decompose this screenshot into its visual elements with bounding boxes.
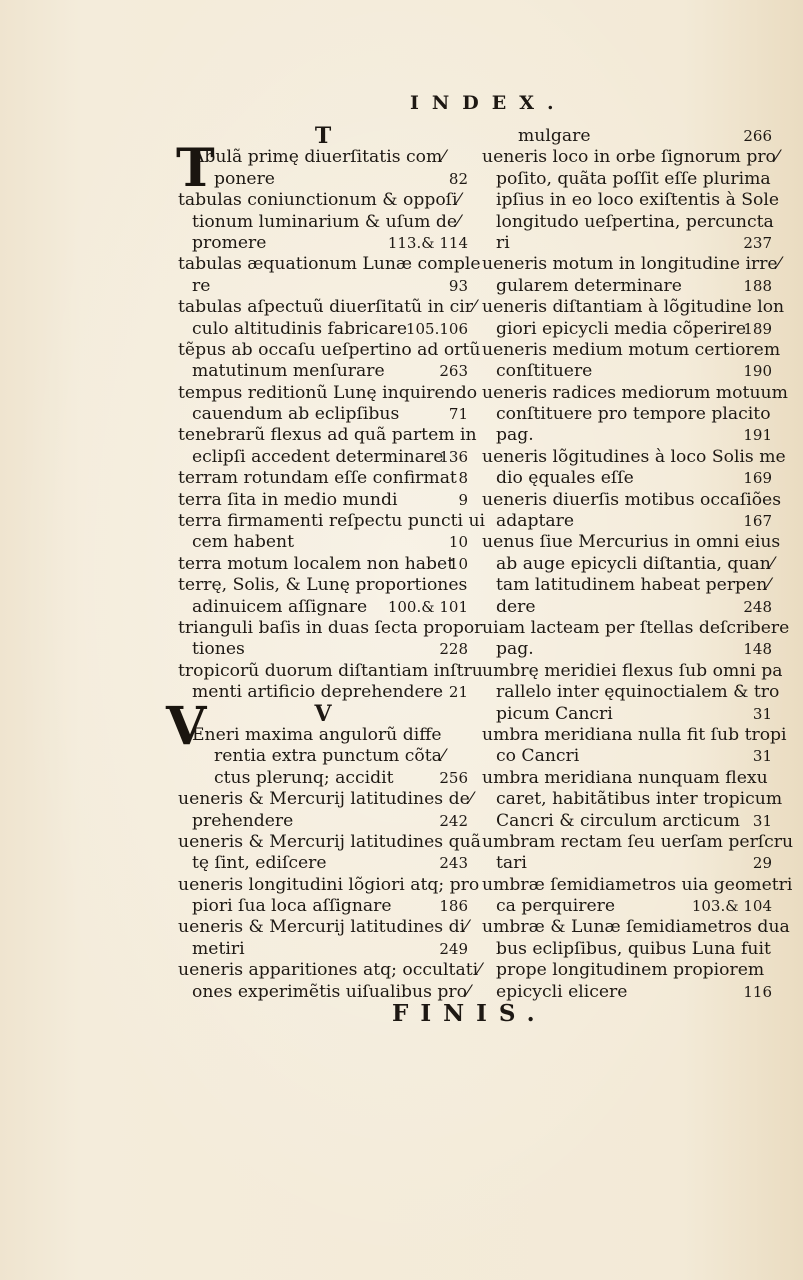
page-number: 148 <box>743 640 772 659</box>
entry-text: terrę, Solis, & Lunę proportiones <box>178 575 468 596</box>
entry-text: umbrę meridiei flexus ſub omni pa <box>482 660 783 681</box>
index-entry-line <box>482 147 779 168</box>
page-number: 266 <box>743 127 772 145</box>
page-number: 169 <box>743 469 772 488</box>
entry-text: picum Cancri <box>496 703 613 724</box>
page-number: 105.106 <box>405 319 468 338</box>
entry-text: metiri <box>192 938 245 959</box>
entry-text: giori epicycli media cõperire <box>496 318 747 339</box>
index-entry-line <box>482 554 772 575</box>
page-number: 31 <box>752 704 772 723</box>
entry-text: ponere <box>214 168 275 189</box>
index-entry-line <box>178 468 468 489</box>
index-entry-line <box>178 382 478 404</box>
page-number: 93 <box>448 276 468 295</box>
page-number: 8 <box>458 469 468 488</box>
drop-cap-V: V <box>166 696 207 757</box>
index-entry-line <box>178 746 468 767</box>
page-number: 9 <box>458 490 468 509</box>
entry-text: terra motum localem non habet <box>178 553 455 574</box>
index-entry-line <box>178 276 468 297</box>
entry-text: ones experimẽtis uiſualibus pro⁄ <box>192 981 470 1002</box>
entry-text: ueneris & Mercurij latitudines di⁄ <box>178 917 468 938</box>
page-number: 243 <box>439 854 468 873</box>
index-entry-line <box>482 639 772 660</box>
entry-text: tabulas coniunctionum & oppoſi⁄ <box>178 190 461 211</box>
index-entry-line <box>482 276 772 297</box>
entry-text: umbra meridiana nunquam flexu <box>482 767 768 788</box>
index-entry-line <box>482 746 772 767</box>
entry-text: ueneris motum in longitudine irre⁄ <box>482 254 781 275</box>
index-entry-line <box>178 490 468 511</box>
page-number: 190 <box>743 362 772 381</box>
entry-text: eclipſi accedent determinare <box>192 446 444 467</box>
index-entry-line <box>178 575 468 596</box>
entry-text: co Cancri <box>496 746 580 767</box>
entry-text: cauendum ab eclipſibus <box>192 404 400 425</box>
page-number: 186 <box>439 897 468 916</box>
entry-text: adaptare <box>496 511 575 532</box>
entry-text: promere <box>192 232 267 253</box>
index-entry-line <box>482 704 772 725</box>
index-entry-line <box>482 724 787 746</box>
entry-text: terram rotundam eſſe confirmat <box>178 468 457 489</box>
index-entry-initial <box>178 725 468 746</box>
index-entry-line <box>178 361 468 382</box>
page-number: 29 <box>752 854 772 873</box>
entry-text: ueneris lõgitudines à loco Solis me <box>482 446 786 467</box>
entry-text: umbræ ſemidiametros uia geometri <box>482 874 793 895</box>
index-entry-line <box>178 896 468 917</box>
index-entry-line <box>482 361 772 382</box>
page-number: 21 <box>448 683 468 702</box>
section-letter: V <box>314 700 332 727</box>
index-entry-line <box>178 297 476 318</box>
entry-text: Eneri maxima angulorũ diffe <box>192 724 442 745</box>
entry-text: longitudo ueſpertina, percuncta <box>496 211 774 232</box>
index-entry-line <box>482 789 783 810</box>
page-number: 228 <box>439 640 468 659</box>
index-entry-line <box>178 960 481 981</box>
page-number: 100.& 101 <box>387 597 468 616</box>
entry-text: cem habent <box>192 532 295 553</box>
drop-cap-T: T <box>176 138 215 199</box>
index-entry-line <box>482 212 772 233</box>
entry-text: dere <box>496 596 536 617</box>
index-entry-line <box>482 404 772 425</box>
page-number: 10 <box>448 533 468 552</box>
entry-text: rallelo inter ęquinoctialem & tro <box>496 682 780 703</box>
index-entry-line <box>178 874 480 896</box>
index-entry-line <box>178 831 481 853</box>
page-number: 167 <box>743 512 772 531</box>
index-entry-line <box>178 425 477 446</box>
entry-text: prehendere <box>192 810 294 831</box>
index-entry-line <box>482 597 772 618</box>
index-entry-line <box>482 831 794 853</box>
index-entry-line <box>482 489 782 511</box>
entry-text: pag. <box>496 639 534 660</box>
index-entry-line <box>482 853 772 874</box>
index-entry-line <box>482 382 788 404</box>
index-entry-line <box>482 917 790 938</box>
entry-text: ueneris apparitiones atq; occultati⁄ <box>178 960 481 981</box>
entry-text: ueneris radices mediorum motuum <box>482 382 788 403</box>
entry-text: dio ęquales eſſe <box>496 468 634 489</box>
page-number: 191 <box>743 426 772 445</box>
index-entry-line <box>178 554 468 575</box>
index-entry-line <box>482 768 772 789</box>
index-entry-line <box>482 811 772 832</box>
entry-text: uiam lacteam per ſtellas deſcribere <box>482 617 790 638</box>
entry-text: ueneris diuerſis motibus occaſiões <box>482 489 782 510</box>
index-entry-line <box>482 960 772 981</box>
index-entry-line <box>178 169 468 190</box>
index-column-right <box>482 126 794 1003</box>
index-entry-line <box>178 319 468 340</box>
entry-text: piori ſua loca aſſignare <box>192 896 392 917</box>
index-entry-line <box>482 190 780 211</box>
entry-text: ab auge epicycli diſtantia, quan⁄ <box>496 553 774 574</box>
entry-text: ri <box>496 232 510 253</box>
index-entry-initial <box>178 147 468 168</box>
entry-text: tempus reditionũ Lunę inquirendo <box>178 382 478 403</box>
index-entry-line <box>178 339 481 361</box>
index-entry-line <box>482 319 772 340</box>
page-number: 31 <box>752 811 772 830</box>
index-entry-line <box>482 660 783 682</box>
index-entry-line <box>178 917 468 938</box>
index-entry-line <box>178 853 468 874</box>
index-entry-line <box>482 468 772 489</box>
page-number: 103.& 104 <box>691 897 772 916</box>
page-number: 10 <box>448 554 468 573</box>
entry-text: tabulas aſpectuũ diuerſitatũ in cir⁄ <box>178 297 476 318</box>
page-number: 248 <box>743 597 772 616</box>
entry-text: trianguli baſis in duas ſecta propor <box>178 617 483 638</box>
index-entry-line <box>178 447 468 468</box>
entry-text: uenus ſiue Mercurius in omni eius <box>482 532 781 553</box>
entry-text: prope longitudinem propiorem <box>496 960 765 981</box>
entry-text: tę ſint, ediſcere <box>192 853 327 874</box>
index-entry-line <box>482 169 772 190</box>
index-entry-line <box>482 339 781 361</box>
page-number: 263 <box>439 362 468 381</box>
entry-text: ca perquirere <box>496 896 616 917</box>
index-entry-line <box>178 939 468 960</box>
page-number: 256 <box>439 768 468 787</box>
index-entry-line <box>482 425 772 446</box>
entry-text: Abulã primę diuerſitatis com⁄ <box>192 147 446 168</box>
entry-text: culo altitudinis fabricare <box>192 318 408 339</box>
index-entry-line <box>482 874 793 896</box>
index-entry-line <box>178 811 468 832</box>
index-entry-line <box>482 896 772 917</box>
entry-text: tari <box>496 853 527 874</box>
entry-text: matutinum menſurare <box>192 361 385 382</box>
entry-text: ueneris loco in orbe ſignorum pro⁄ <box>482 147 779 168</box>
entry-text: caret, habitãtibus inter tropicum <box>496 789 783 810</box>
index-entry-line <box>482 575 772 596</box>
entry-text: ueneris diſtantiam à lõgitudine lon <box>482 297 785 318</box>
page-number: 188 <box>743 276 772 295</box>
entry-text: terra ſita in medio mundi <box>178 489 398 510</box>
finis-footer: FINIS. <box>392 1000 547 1027</box>
entry-text: gularem determinare <box>496 275 682 296</box>
entry-text: conſtituere pro tempore placito <box>496 404 771 425</box>
index-entry-line <box>178 682 468 703</box>
entry-text: conſtituere <box>496 361 593 382</box>
index-entry-line <box>482 126 772 147</box>
index-entry-line <box>178 233 468 254</box>
entry-text: tiones <box>192 639 245 660</box>
section-letter: T <box>314 123 332 149</box>
index-entry-line <box>178 597 468 618</box>
entry-text: bus eclipſibus, quibus Luna fuit <box>496 938 771 959</box>
entry-text: tẽpus ab occaſu ueſpertino ad ortũ <box>178 339 481 360</box>
entry-text: poſito, quãta poſſit eſſe plurima <box>496 168 771 189</box>
index-entry-line <box>482 233 772 254</box>
entry-text: umbram rectam ſeu uerſam perſcru <box>482 831 794 852</box>
index-entry-line <box>178 511 486 532</box>
entry-text: adinuicem aſſignare <box>192 596 368 617</box>
entry-text: tam latitudinem habeat perpen⁄ <box>496 575 771 596</box>
page-number: 113.& 114 <box>387 233 468 252</box>
entry-text: ueneris longitudini lõgiori atq; pro <box>178 874 480 895</box>
index-entry-line <box>482 617 790 639</box>
entry-text: Cancri & circulum arcticum <box>496 810 740 831</box>
index-entry-line <box>482 446 786 468</box>
entry-text: terra firmamenti reſpectu puncti ui <box>178 511 486 532</box>
entry-text: mulgare <box>518 126 591 146</box>
index-entry-line <box>178 254 481 275</box>
entry-text: tionum luminarium & uſum de⁄ <box>192 211 460 232</box>
index-entry-line <box>482 254 781 275</box>
index-entry-line <box>482 532 781 553</box>
index-column-left <box>178 123 486 1003</box>
page-number: 136 <box>439 447 468 466</box>
index-entry-line <box>178 404 468 425</box>
index-entry-line <box>482 297 785 318</box>
index-entry-line <box>482 939 772 960</box>
entry-text: pag. <box>496 425 534 446</box>
index-entry-line <box>178 212 468 233</box>
page-number: 237 <box>743 233 772 252</box>
page-number: 82 <box>448 169 468 188</box>
page-number: 242 <box>439 811 468 830</box>
page-number: 31 <box>752 747 772 766</box>
entry-text: menti artificio deprehendere <box>192 682 444 703</box>
entry-text: ipſius in eo loco exiſtentis à Sole <box>496 190 780 211</box>
entry-text: ueneris & Mercurij latitudines quã <box>178 831 481 852</box>
page-number: 249 <box>439 939 468 958</box>
page-number: 71 <box>448 405 468 424</box>
entry-text: tenebrarũ flexus ad quã partem in <box>178 425 477 446</box>
entry-text: ueneris medium motum certiorem <box>482 339 781 360</box>
entry-text: ctus plerunq; accidit <box>214 767 394 788</box>
entry-text: epicycli elicere <box>496 981 628 1002</box>
index-entry-line <box>178 190 468 211</box>
entry-text: umbra meridiana nulla fit ſub tropi <box>482 724 787 745</box>
index-entry-line <box>178 660 483 682</box>
entry-text: rentia extra punctum cõta⁄ <box>214 746 445 767</box>
page-header: INDEX. <box>410 92 567 114</box>
page-number: 116 <box>743 982 772 1001</box>
index-entry-line <box>482 682 780 703</box>
entry-text: umbræ & Lunæ ſemidiametros dua <box>482 917 790 938</box>
entry-text: tropicorũ duorum diſtantiam inſtru <box>178 660 483 681</box>
index-entry-line <box>178 789 473 810</box>
index-entry-line <box>178 768 468 789</box>
index-entry-line <box>482 511 772 532</box>
entry-text: re <box>192 275 211 296</box>
index-entry-line <box>178 639 468 660</box>
index-entry-line <box>178 617 483 639</box>
entry-text: ueneris & Mercurij latitudines de⁄ <box>178 789 473 810</box>
page-number: 189 <box>743 319 772 338</box>
entry-text: tabulas æquationum Lunæ comple <box>178 254 481 275</box>
index-entry-line <box>178 532 468 553</box>
